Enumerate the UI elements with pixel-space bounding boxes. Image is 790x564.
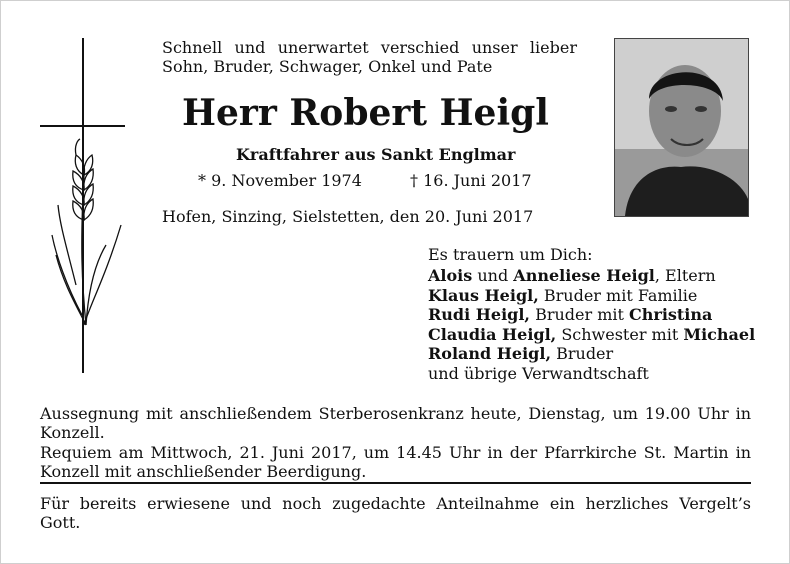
service-line-2: Konzell.: [40, 423, 105, 442]
mourner-relation: Schwester mit: [556, 324, 684, 344]
mourner-name: Christina: [629, 305, 713, 324]
mourner-line: [428, 344, 613, 363]
mourner-name: Alois: [428, 266, 473, 285]
wheat-icon: [46, 135, 126, 335]
divider: [40, 482, 751, 484]
occupation: Kraftfahrer aus Sankt Englmar: [236, 145, 516, 164]
portrait-image: [615, 39, 748, 216]
cross-horizontal-bar: [40, 125, 125, 127]
mourner-name: Michael: [683, 324, 756, 344]
mourner-line: [428, 305, 712, 324]
mourner-name: Claudia Heigl,: [428, 324, 557, 344]
intro-line-1: Schnell und unerwartet verschied unser lieber: [162, 38, 577, 57]
mourner-relation: Bruder mit: [529, 305, 630, 324]
place-date: Hofen, Sinzing, Sielstetten, den 20. Juni 2017: [162, 207, 534, 226]
mourner-name: Roland Heigl,: [428, 344, 552, 363]
mourner-name: Rudi Heigl,: [428, 305, 530, 324]
intro-line-2: Sohn, Bruder, Schwager, Onkel und Pate: [162, 57, 493, 76]
mourner-name: Anneliese Heigl: [513, 266, 655, 285]
service-line-3: Requiem am Mittwoch, 21. Juni 2017, um 14.45 Uhr in der Pfarrkirche St. Martin in: [40, 443, 751, 462]
birth-date: * 9. November 1974: [198, 171, 362, 190]
service-line-4: Konzell mit anschließender Beerdigung.: [40, 462, 367, 481]
mourner-line: [428, 286, 697, 305]
deceased-name: Herr Robert Heigl: [182, 92, 549, 134]
death-date: † 16. Juni 2017: [410, 171, 532, 190]
mourner-relation: Bruder mit Familie: [538, 285, 698, 305]
mourners-heading: Es trauern um Dich:: [428, 245, 593, 264]
service-line-1: Aussegnung mit anschließendem Sterberosenkranz heute, Dienstag, um 19.00 Uhr in: [40, 404, 751, 423]
mourner-line: [428, 364, 649, 383]
thanks-line-1: Für bereits erwiesene und noch zugedachte Anteilnahme ein herzliches Vergelt’s: [40, 494, 751, 513]
mourner-relation: Bruder: [551, 344, 614, 363]
mourner-relation: und: [472, 266, 514, 285]
mourner-line: [428, 325, 755, 344]
thanks-line-2: Gott.: [40, 513, 81, 532]
portrait-photo: [614, 38, 749, 217]
mourner-relation: und übrige Verwandtschaft: [428, 363, 649, 383]
mourner-name: Klaus Heigl,: [428, 285, 539, 305]
mourner-line: [428, 266, 716, 285]
mourner-relation: , Eltern: [654, 266, 716, 285]
